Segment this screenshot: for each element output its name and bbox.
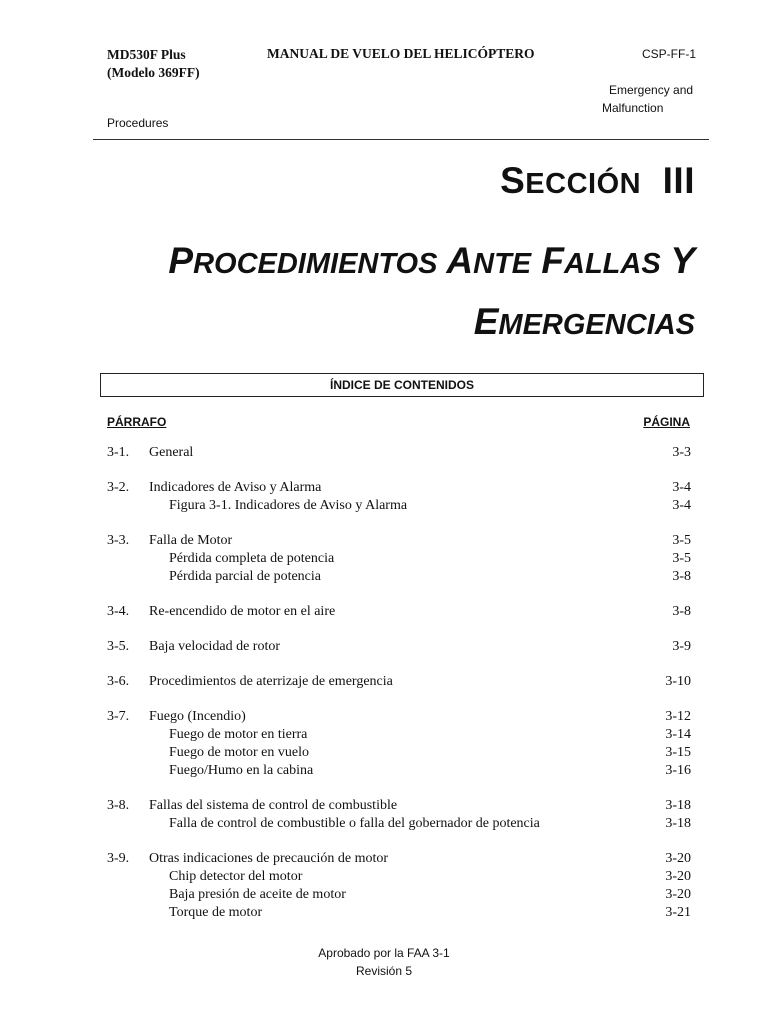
toc-item-title: Fuego (Incendio) xyxy=(149,709,246,724)
toc-subrow xyxy=(107,726,691,744)
toc-page-number: 3-9 xyxy=(672,639,691,654)
section-header xyxy=(602,81,693,117)
toc-page-number: 3-20 xyxy=(665,851,691,866)
aircraft-model xyxy=(107,46,200,82)
toc-item-title: Otras indicaciones de precaución de motor xyxy=(149,851,389,866)
toc-subitem-page: 3-20 xyxy=(665,869,691,884)
manual-title: MANUAL DE VUELO DEL HELICÓPTERO xyxy=(267,46,535,61)
toc-subitem-page: 3-18 xyxy=(665,816,691,831)
toc-subitem-page: 3-8 xyxy=(672,569,691,584)
toc-subitem-page: 3-21 xyxy=(665,905,691,920)
toc-subrow xyxy=(107,550,691,568)
toc-entry xyxy=(107,444,691,462)
toc-paragraph-number: 3-4. xyxy=(107,604,130,619)
toc-item-title: Re-encendido de motor en el aire xyxy=(149,604,336,619)
approval-note: Aprobado por la FAA 3-1 xyxy=(318,946,450,960)
toc-page-number: 3-12 xyxy=(665,709,691,724)
toc-paragraph-number: 3-5. xyxy=(107,639,130,654)
toc-row xyxy=(107,850,691,868)
toc-subitem-page: 3-14 xyxy=(665,727,691,742)
toc-page-number: 3-4 xyxy=(672,480,691,495)
paragraph-column-header: PÁRRAFO xyxy=(107,415,167,429)
toc-subitem-title: Fuego de motor en tierra xyxy=(169,727,308,742)
toc-row xyxy=(107,708,691,726)
model-number: (Modelo 369FF) xyxy=(107,65,200,80)
toc-item-title: Procedimientos de aterrizaje de emergencia xyxy=(149,674,393,689)
toc-row xyxy=(107,797,691,815)
toc-item-title: Falla de Motor xyxy=(149,533,233,548)
toc-subrow xyxy=(107,744,691,762)
toc-subitem-title: Figura 3-1. Indicadores de Aviso y Alarma xyxy=(169,498,408,513)
toc-entry xyxy=(107,603,691,621)
model-name: MD530F Plus xyxy=(107,47,186,62)
toc-subrow xyxy=(107,815,691,833)
toc-row xyxy=(107,603,691,621)
toc-entry xyxy=(107,673,691,691)
toc-subitem-title: Baja presión de aceite de motor xyxy=(169,887,346,902)
section-title: PROCEDIMIENTOS ANTE FALLAS Y EMERGENCIAS xyxy=(168,240,695,342)
toc-page-number: 3-10 xyxy=(665,674,691,689)
toc-paragraph-number: 3-9. xyxy=(107,851,130,866)
toc-subitem-title: Fuego de motor en vuelo xyxy=(169,745,309,760)
toc-paragraph-number: 3-2. xyxy=(107,480,130,495)
toc-item-title: Indicadores de Aviso y Alarma xyxy=(149,480,322,495)
toc-entry xyxy=(107,532,691,586)
section-number-heading: SECCIÓN III xyxy=(500,160,695,201)
toc-page-number: 3-5 xyxy=(672,533,691,548)
toc-item-title: Fallas del sistema de control de combustible xyxy=(149,798,398,813)
toc-subrow xyxy=(107,886,691,904)
toc-paragraph-number: 3-8. xyxy=(107,798,130,813)
toc-row xyxy=(107,673,691,691)
toc-row xyxy=(107,638,691,656)
page-footer xyxy=(0,944,768,980)
toc-entry xyxy=(107,479,691,515)
toc-subrow xyxy=(107,568,691,586)
toc-subitem-page: 3-16 xyxy=(665,763,691,778)
toc-item-title: Baja velocidad de rotor xyxy=(149,639,281,654)
toc-subitem-page: 3-4 xyxy=(672,498,691,513)
toc-title-box: ÍNDICE DE CONTENIDOS xyxy=(100,373,704,397)
toc-subitem-title: Pérdida completa de potencia xyxy=(169,551,335,566)
document-code: CSP-FF-1 xyxy=(642,47,696,61)
toc-subitem-page: 3-15 xyxy=(665,745,691,760)
toc-subitem-title: Torque de motor xyxy=(169,905,263,920)
toc-subrow xyxy=(107,868,691,886)
section-header-line3: Procedures xyxy=(107,116,169,130)
page-column-header: PÁGINA xyxy=(643,415,690,429)
toc-subrow xyxy=(107,904,691,922)
toc-page-number: 3-3 xyxy=(672,445,691,460)
section-header-line2: Malfunction xyxy=(602,101,664,115)
toc-subrow xyxy=(107,762,691,780)
section-header-line1: Emergency and xyxy=(609,83,694,97)
toc-entry xyxy=(107,850,691,922)
toc-row xyxy=(107,532,691,550)
toc-subitem-title: Pérdida parcial de potencia xyxy=(169,569,321,584)
toc-row xyxy=(107,479,691,497)
toc-subitem-title: Falla de control de combustible o falla del gobernador de potencia xyxy=(169,816,540,831)
table-of-contents xyxy=(107,444,691,939)
toc-item-title: General xyxy=(149,445,194,460)
toc-paragraph-number: 3-6. xyxy=(107,674,130,689)
toc-entry xyxy=(107,708,691,780)
toc-paragraph-number: 3-3. xyxy=(107,533,130,548)
toc-subitem-title: Fuego/Humo en la cabina xyxy=(169,763,314,778)
toc-paragraph-number: 3-7. xyxy=(107,709,130,724)
toc-page-number: 3-18 xyxy=(665,798,691,813)
toc-subitem-page: 3-5 xyxy=(672,551,691,566)
header-divider xyxy=(93,139,709,140)
toc-subitem-page: 3-20 xyxy=(665,887,691,902)
toc-page-number: 3-8 xyxy=(672,604,691,619)
toc-paragraph-number: 3-1. xyxy=(107,445,130,460)
toc-subitem-title: Chip detector del motor xyxy=(169,869,303,884)
toc-entry xyxy=(107,638,691,656)
toc-subrow xyxy=(107,497,691,515)
toc-entry xyxy=(107,797,691,833)
toc-row xyxy=(107,444,691,462)
revision-note: Revisión 5 xyxy=(355,964,413,978)
